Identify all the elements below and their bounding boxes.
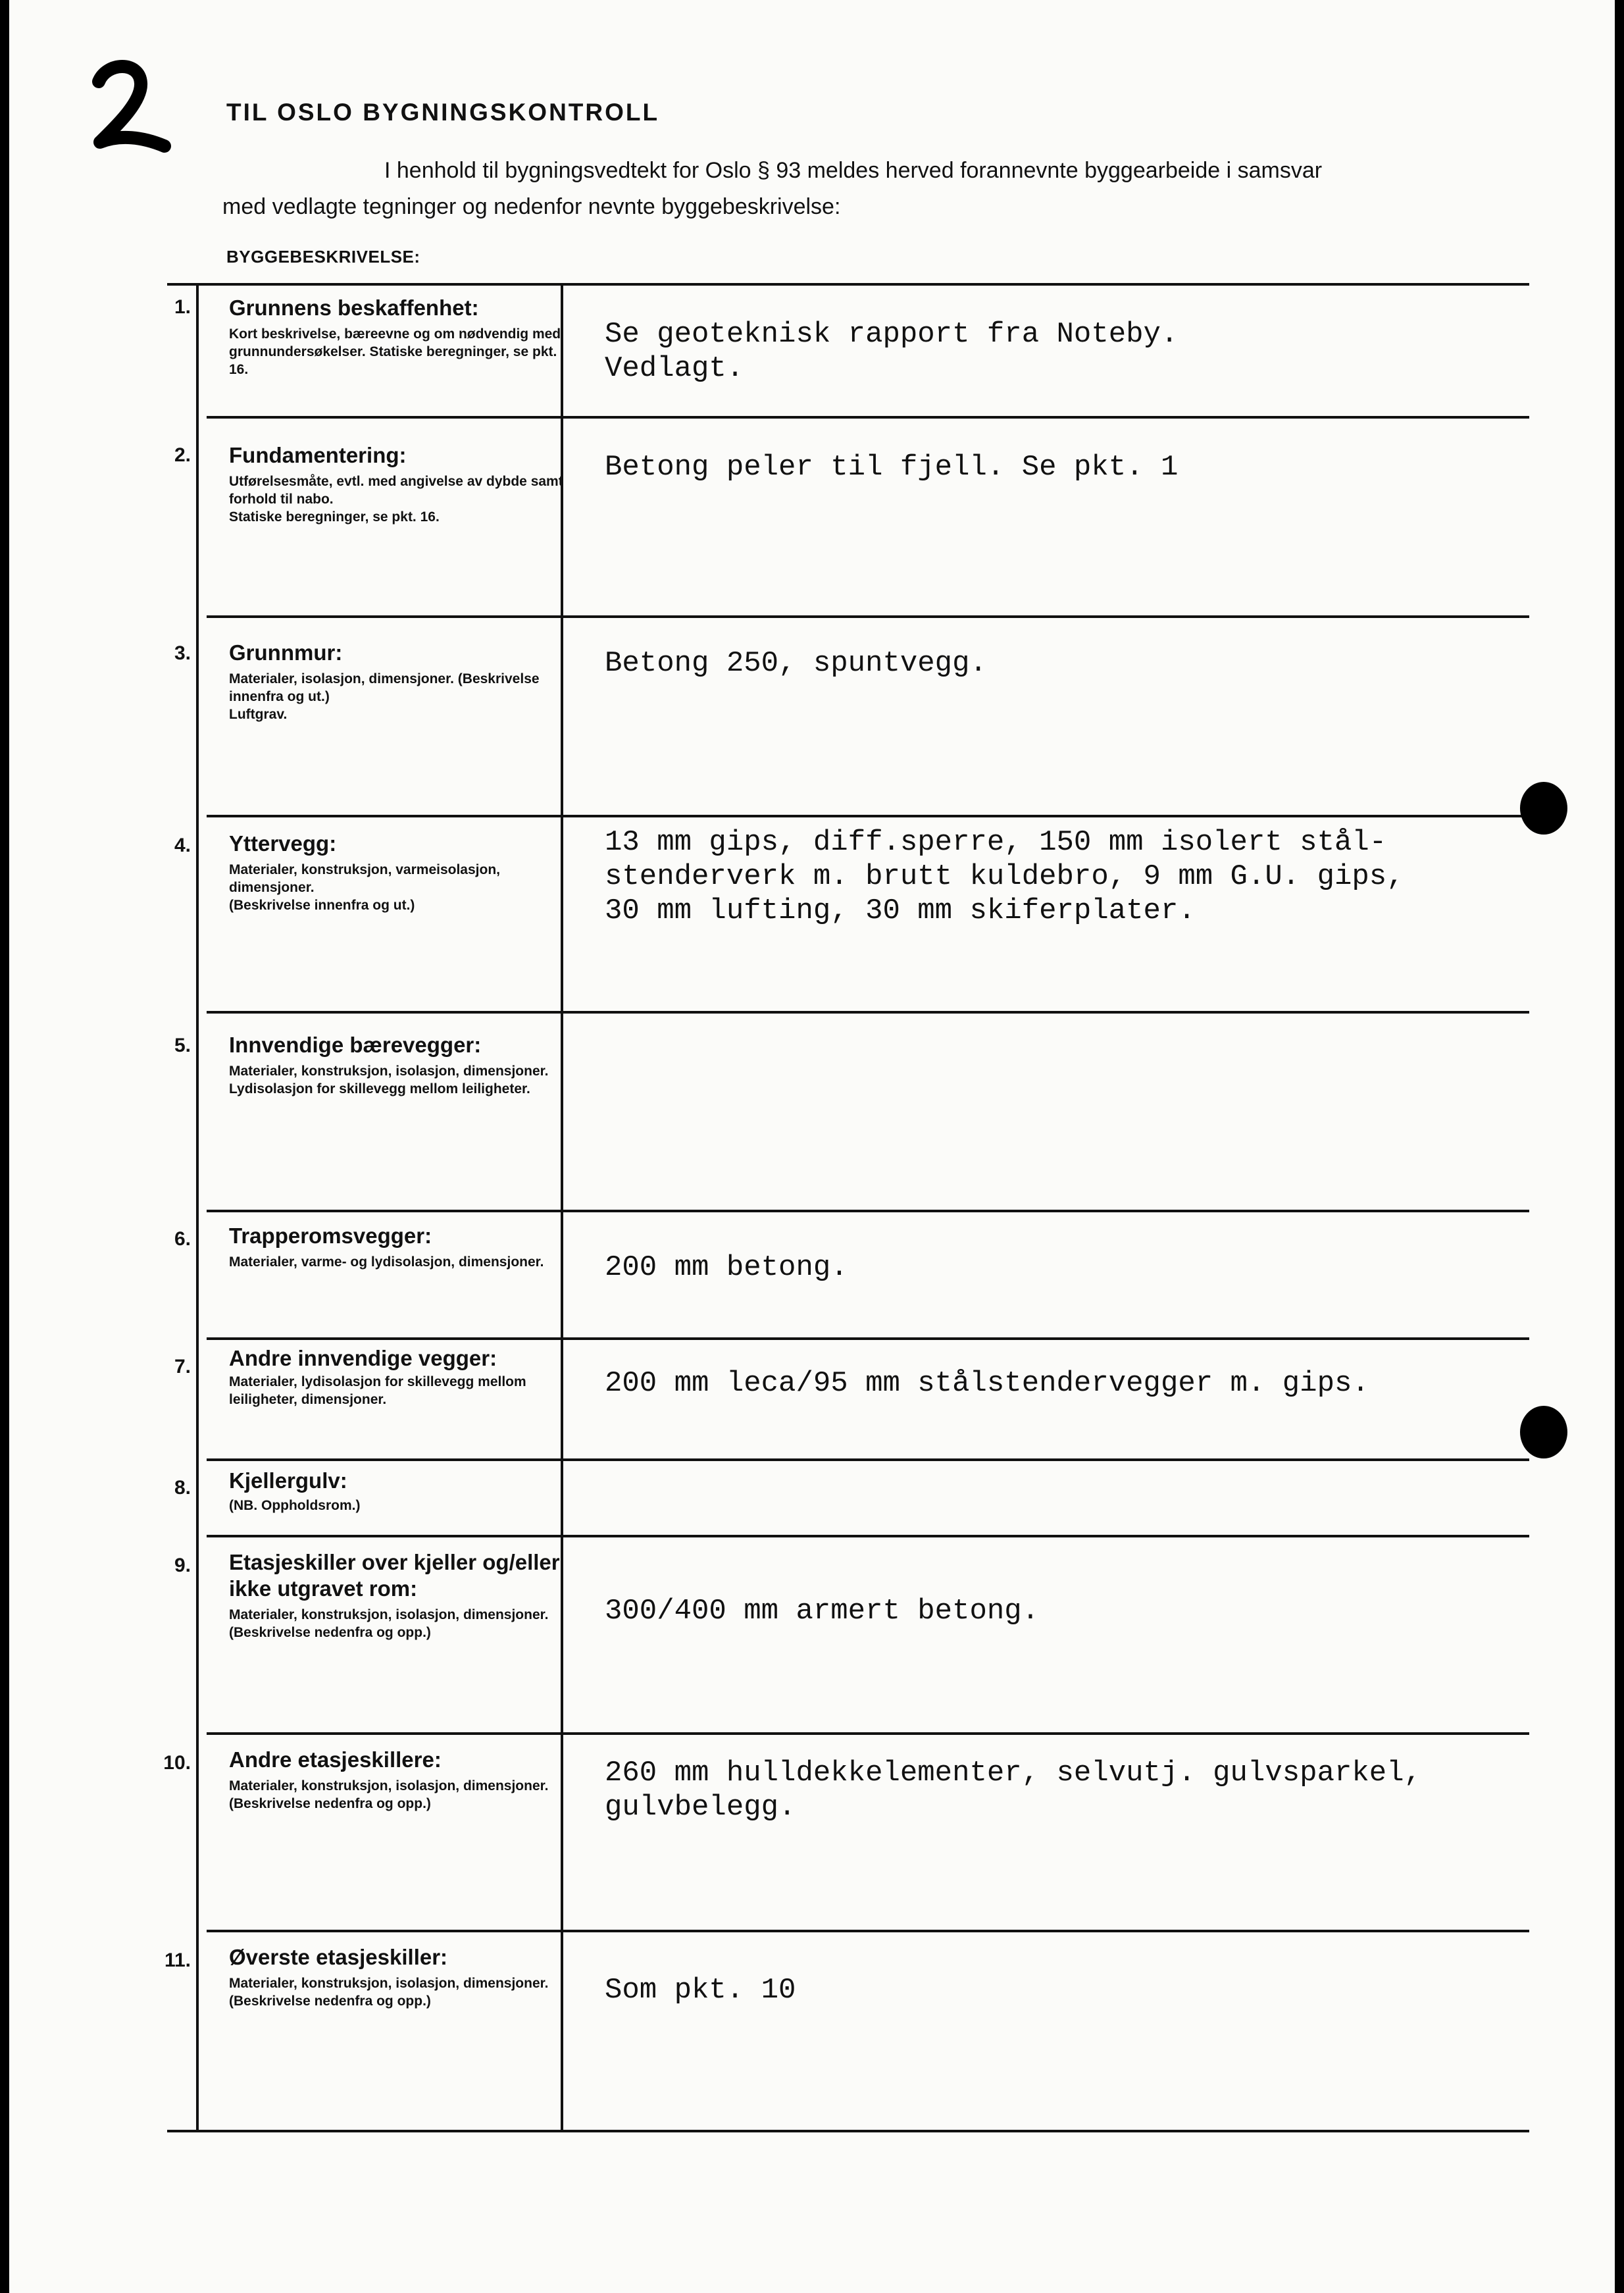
section-heading: BYGGEBESKRIVELSE: (226, 247, 420, 267)
row-value: Som pkt. 10 (605, 1974, 796, 2007)
row-label (229, 1223, 571, 1271)
row-number: 7. (174, 1356, 191, 1378)
row-hint: (NB. Oppholdsrom.) (229, 1498, 361, 1513)
row-divider (207, 1011, 1529, 1014)
row-hint: Utførelsesmåte, evtl. med angivelse av dybde samt forhold til nabo. Statiske beregninger, se pkt. 16. (229, 474, 563, 525)
row-title: Grunnens beskaffenhet: (229, 296, 479, 320)
row-value: Se geoteknisk rapport fra Noteby. Vedlagt. (605, 318, 1179, 385)
number-column-divider (196, 283, 199, 2131)
document-page (9, 0, 1615, 2293)
row-label (229, 295, 571, 378)
row-hint: Materialer, konstruksjon, varmeisolasjon, dimensjoner. (Beskrivelse innenfra og ut.) (229, 862, 500, 913)
row-label (229, 831, 571, 914)
row-value: 260 mm hulldekkelementer, selvutj. gulvsparkel, gulvbelegg. (605, 1757, 1422, 1824)
row-title: Øverste etasjeskiller: (229, 1945, 448, 1969)
row-title: Etasjeskiller over kjeller og/eller ikke utgravet rom: (229, 1550, 560, 1601)
row-value: 13 mm gips, diff.sperre, 150 mm isolert stål- stenderverk m. brutt kuldebro, 9 mm G.U. gips, 30 mm lufting, 30 mm skiferplater. (605, 826, 1404, 927)
row-value: Betong 250, spuntvegg. (605, 647, 987, 680)
row-label (229, 1944, 571, 2010)
row-label (229, 1032, 571, 1098)
row-divider (207, 1337, 1529, 1340)
row-label (229, 1468, 571, 1514)
row-hint: Materialer, varme- og lydisolasjon, dimensjoner. (229, 1254, 544, 1270)
row-divider (207, 1458, 1529, 1461)
row-number: 8. (174, 1477, 191, 1499)
row-divider (207, 1535, 1529, 1537)
row-title: Kjellergulv: (229, 1468, 347, 1493)
row-title: Andre etasjeskillere: (229, 1747, 442, 1772)
table-bottom-rule (167, 2130, 1529, 2132)
row-number: 2. (174, 444, 191, 466)
row-number: 10. (163, 1752, 191, 1774)
row-hint: Materialer, konstruksjon, isolasjon, dimensjoner. (Beskrivelse nedenfra og opp.) (229, 1778, 549, 1811)
row-divider (207, 1210, 1529, 1212)
row-title: Yttervegg: (229, 831, 337, 856)
row-divider (207, 1930, 1529, 1932)
row-hint: Materialer, konstruksjon, isolasjon, dimensjoner. (Beskrivelse nedenfra og opp.) (229, 1976, 549, 2009)
row-hint: Materialer, konstruksjon, isolasjon, dimensjoner. (Beskrivelse nedenfra og opp.) (229, 1607, 549, 1640)
row-label (229, 1747, 571, 1813)
row-value: 300/400 mm armert betong. (605, 1595, 1040, 1628)
label-column-divider (561, 283, 563, 2131)
row-number: 11. (164, 1949, 191, 1971)
row-number: 5. (174, 1035, 191, 1056)
row-label (229, 442, 571, 526)
row-number: 4. (174, 835, 191, 856)
row-label (229, 1345, 571, 1408)
row-divider (207, 615, 1529, 618)
row-value: 200 mm betong. (605, 1251, 848, 1284)
row-value: Betong peler til fjell. Se pkt. 1 (605, 451, 1179, 484)
row-value: 200 mm leca/95 mm stålstendervegger m. gips. (605, 1367, 1369, 1400)
punch-hole (1520, 1406, 1567, 1458)
row-number: 6. (174, 1228, 191, 1250)
row-title: Trapperomsvegger: (229, 1224, 432, 1248)
intro-text-line-1: I henhold til bygningsvedtekt for Oslo § 93 meldes herved forannevnte byggearbeide i samsvar (384, 158, 1323, 183)
row-label (229, 1549, 571, 1641)
handwritten-number-mark (80, 57, 172, 155)
row-hint: Materialer, konstruksjon, isolasjon, dimensjoner. Lydisolasjon for skillevegg mellom leiligheter. (229, 1064, 549, 1096)
row-title: Fundamentering: (229, 443, 407, 467)
row-title: Innvendige bærevegger: (229, 1033, 482, 1057)
row-number: 3. (174, 642, 191, 664)
table-top-rule (167, 283, 1529, 286)
intro-text-line-2: med vedlagte tegninger og nedenfor nevnte byggebeskrivelse: (222, 194, 841, 219)
row-hint: Materialer, isolasjon, dimensjoner. (Beskrivelse innenfra og ut.) Luftgrav. (229, 671, 540, 722)
row-title: Grunnmur: (229, 640, 343, 665)
row-hint: Kort beskrivelse, bæreevne og om nødvendig med grunnundersøkelser. Statiske beregninger, se pkt. 16. (229, 326, 561, 377)
document-title: TIL OSLO BYGNINGSKONTROLL (226, 99, 660, 126)
punch-hole (1520, 782, 1567, 835)
row-title: Andre innvendige vegger: (229, 1346, 497, 1370)
row-divider (207, 1732, 1529, 1735)
row-divider (207, 416, 1529, 419)
row-label (229, 640, 571, 723)
row-number: 9. (174, 1555, 191, 1576)
row-hint: Materialer, lydisolasjon for skillevegg mellom leiligheter, dimensjoner. (229, 1374, 526, 1407)
row-divider (207, 815, 1529, 817)
row-number: 1. (174, 296, 191, 318)
